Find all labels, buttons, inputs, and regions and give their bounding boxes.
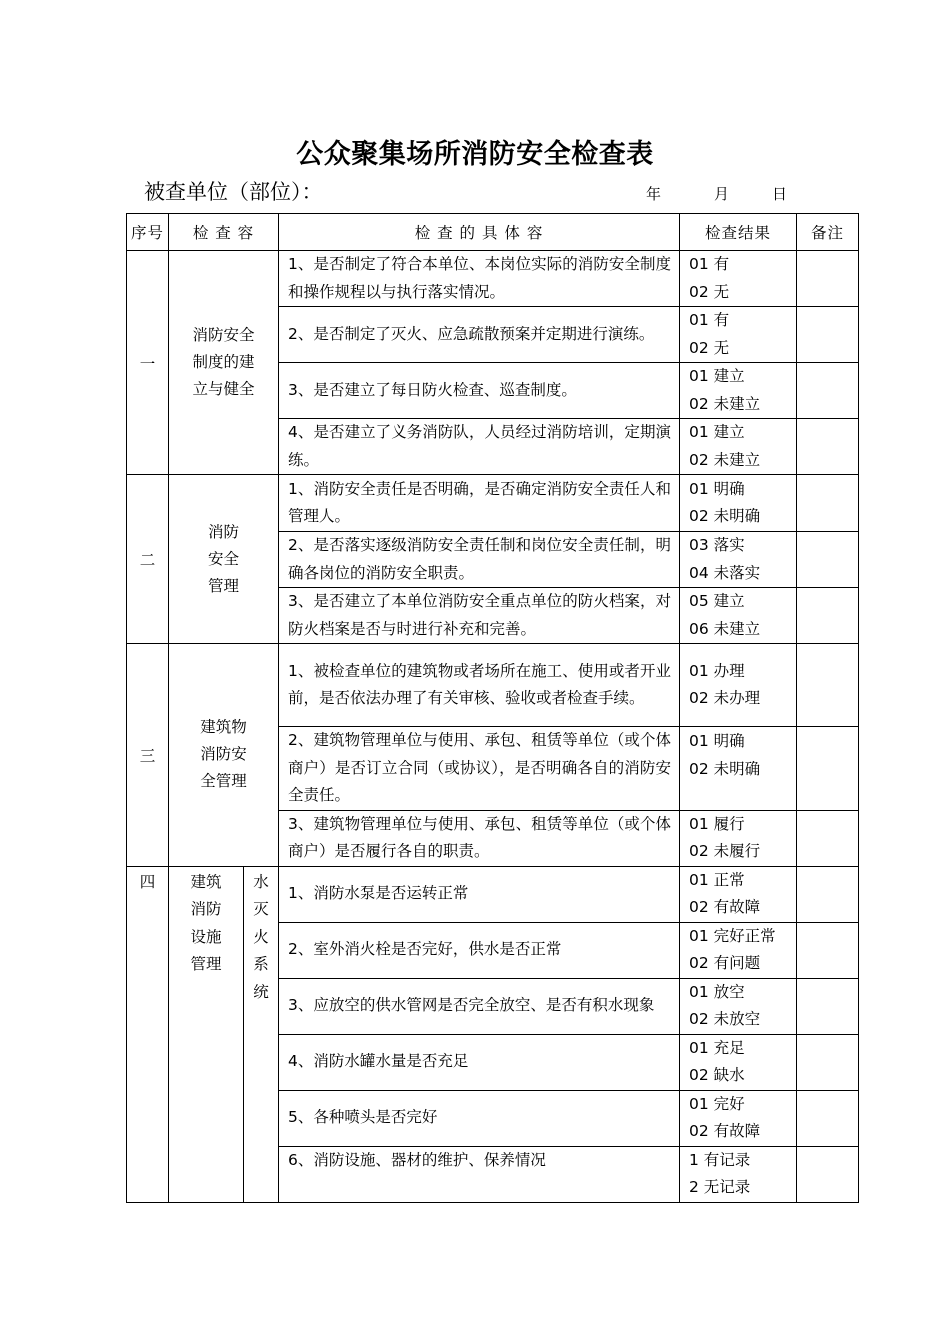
result-options bbox=[680, 644, 797, 727]
subcategory-char: 统 bbox=[253, 982, 269, 1001]
result-options bbox=[680, 866, 797, 922]
note-cell[interactable] bbox=[797, 307, 859, 363]
note-cell[interactable] bbox=[797, 922, 859, 978]
result-option: 2 无记录 bbox=[689, 1178, 751, 1196]
check-item: 3、建筑物管理单位与使用、承包、租赁等单位（或个体商户）是否履行各自的职责。 bbox=[279, 810, 680, 866]
result-option: 02 未履行 bbox=[689, 842, 761, 860]
result-option: 01 履行 bbox=[689, 814, 745, 833]
result-option: 01 建立 bbox=[689, 367, 745, 385]
subcategory-char: 火 bbox=[253, 927, 269, 946]
category-line: 立与健全 bbox=[192, 380, 255, 398]
result-option: 01 完好正常 bbox=[689, 926, 776, 945]
result-option: 01 有 bbox=[689, 255, 730, 273]
section-seq: 四 bbox=[127, 866, 169, 1202]
result-options bbox=[680, 251, 797, 307]
result-options bbox=[680, 532, 797, 588]
page-title: 公众聚集场所消防安全检查表 bbox=[296, 139, 654, 170]
category-line: 建筑 bbox=[190, 872, 222, 891]
note-cell[interactable] bbox=[797, 644, 859, 727]
result-option: 04 未落实 bbox=[689, 563, 761, 582]
subcategory-char: 灭 bbox=[253, 900, 269, 918]
header-content: 检 查 容 bbox=[169, 214, 279, 251]
category-line: 制度的建 bbox=[192, 353, 255, 371]
inspection-table bbox=[126, 213, 859, 1203]
note-cell[interactable] bbox=[797, 419, 859, 475]
inspected-unit-label: 被查单位（部位）： bbox=[144, 180, 323, 204]
result-options bbox=[680, 363, 797, 419]
result-option: 01 完好 bbox=[689, 1094, 745, 1113]
note-cell[interactable] bbox=[797, 588, 859, 644]
category-line: 全管理 bbox=[200, 772, 247, 791]
result-option: 02 缺水 bbox=[689, 1066, 745, 1084]
table-row bbox=[127, 866, 859, 922]
category-line: 消防安 bbox=[200, 745, 247, 764]
table-header-row bbox=[127, 214, 859, 251]
table-row bbox=[127, 251, 859, 307]
note-cell[interactable] bbox=[797, 978, 859, 1034]
result-option: 1 有记录 bbox=[689, 1150, 751, 1169]
section-seq: 二 bbox=[127, 475, 169, 644]
result-options bbox=[680, 978, 797, 1034]
section-seq: 三 bbox=[127, 644, 169, 867]
result-options bbox=[680, 419, 797, 475]
result-options bbox=[680, 922, 797, 978]
result-options bbox=[680, 588, 797, 644]
note-cell[interactable] bbox=[797, 532, 859, 588]
check-item: 6、消防设施、器材的维护、保养情况 bbox=[279, 1146, 680, 1202]
subcategory-char: 水 bbox=[253, 872, 269, 891]
result-option: 01 明确 bbox=[689, 732, 745, 750]
note-cell[interactable] bbox=[797, 727, 859, 811]
result-options bbox=[680, 727, 797, 811]
result-option: 02 未明确 bbox=[689, 759, 761, 778]
category-line: 管理 bbox=[208, 576, 240, 595]
category-line: 消防 bbox=[208, 522, 240, 541]
result-options bbox=[680, 810, 797, 866]
date-day-label: 日 bbox=[772, 185, 788, 203]
result-option: 01 正常 bbox=[689, 870, 745, 889]
result-option: 06 未建立 bbox=[689, 619, 761, 638]
check-item: 3、是否建立了每日防火检查、巡查制度。 bbox=[279, 363, 680, 419]
result-option: 01 建立 bbox=[689, 423, 745, 441]
category-line: 消防安全 bbox=[192, 326, 255, 344]
check-item: 3、应放空的供水管网是否完全放空、是否有积水现象 bbox=[279, 978, 680, 1034]
note-cell[interactable] bbox=[797, 1146, 859, 1202]
result-option: 05 建立 bbox=[689, 592, 745, 610]
result-options bbox=[680, 1090, 797, 1146]
section-category bbox=[169, 644, 279, 867]
header-result: 检查结果 bbox=[680, 214, 797, 251]
category-line: 安全 bbox=[208, 549, 240, 568]
section-category bbox=[169, 475, 279, 644]
table-row bbox=[127, 475, 859, 532]
check-item: 1、消防水泵是否运转正常 bbox=[279, 866, 680, 922]
note-cell[interactable] bbox=[797, 363, 859, 419]
note-cell[interactable] bbox=[797, 475, 859, 532]
check-item: 3、是否建立了本单位消防安全重点单位的防火档案，对防火档案是否与时进行补充和完善。 bbox=[279, 588, 680, 644]
note-cell[interactable] bbox=[797, 810, 859, 866]
section-seq: 一 bbox=[127, 251, 169, 475]
result-option: 02 未放空 bbox=[689, 1010, 761, 1028]
category-line: 设施 bbox=[190, 927, 222, 946]
section-category bbox=[169, 866, 244, 1202]
result-options bbox=[680, 475, 797, 532]
date-month-label: 月 bbox=[714, 185, 730, 203]
note-cell[interactable] bbox=[797, 1034, 859, 1090]
header-detail: 检 查 的 具 体 容 bbox=[279, 214, 680, 251]
result-option: 02 无 bbox=[689, 282, 730, 301]
result-option: 01 充足 bbox=[689, 1038, 745, 1057]
result-option: 01 有 bbox=[689, 311, 730, 329]
table-row bbox=[127, 644, 859, 727]
note-cell[interactable] bbox=[797, 866, 859, 922]
section-category bbox=[169, 251, 279, 475]
result-option: 02 无 bbox=[689, 338, 730, 357]
check-item: 5、各种喷头是否完好 bbox=[279, 1090, 680, 1146]
note-cell[interactable] bbox=[797, 251, 859, 307]
result-option: 02 未办理 bbox=[689, 689, 761, 707]
category-line: 消防 bbox=[190, 900, 222, 918]
result-option: 01 放空 bbox=[689, 982, 745, 1001]
check-item: 2、是否落实逐级消防安全责任制和岗位安全责任制，明确各岗位的消防安全职责。 bbox=[279, 532, 680, 588]
header-seq: 序号 bbox=[127, 214, 169, 251]
section-subcategory bbox=[244, 866, 279, 1202]
category-line: 管理 bbox=[190, 955, 222, 973]
result-options bbox=[680, 1034, 797, 1090]
result-option: 02 有问题 bbox=[689, 954, 761, 972]
check-item: 1、是否制定了符合本单位、本岗位实际的消防安全制度和操作规程以与执行落实情况。 bbox=[279, 251, 680, 307]
check-item: 4、是否建立了义务消防队，人员经过消防培训，定期演练。 bbox=[279, 419, 680, 475]
result-option: 02 有故障 bbox=[689, 898, 761, 916]
result-option: 01 明确 bbox=[689, 479, 745, 498]
category-line: 建筑物 bbox=[200, 718, 247, 737]
result-option: 01 办理 bbox=[689, 661, 745, 680]
check-item: 2、是否制定了灭火、应急疏散预案并定期进行演练。 bbox=[279, 307, 680, 363]
check-item: 2、室外消火栓是否完好，供水是否正常 bbox=[279, 922, 680, 978]
result-option: 02 未建立 bbox=[689, 394, 761, 413]
check-item: 1、消防安全责任是否明确，是否确定消防安全责任人和管理人。 bbox=[279, 475, 680, 532]
header-note: 备注 bbox=[797, 214, 859, 251]
subcategory-char: 系 bbox=[253, 955, 269, 973]
result-option: 03 落实 bbox=[689, 536, 745, 554]
check-item: 1、被检查单位的建筑物或者场所在施工、使用或者开业前，是否依法办理了有关审核、验收或者检查手续。 bbox=[279, 644, 680, 727]
date-year-label: 年 bbox=[646, 185, 662, 203]
result-options bbox=[680, 307, 797, 363]
result-option: 02 有故障 bbox=[689, 1122, 761, 1140]
result-options bbox=[680, 1146, 797, 1202]
note-cell[interactable] bbox=[797, 1090, 859, 1146]
result-option: 02 未明确 bbox=[689, 507, 761, 525]
check-item: 4、消防水罐水量是否充足 bbox=[279, 1034, 680, 1090]
check-item: 2、建筑物管理单位与使用、承包、租赁等单位（或个体商户）是否订立合同（或协议），是否明确各自的消防安全责任。 bbox=[279, 727, 680, 811]
result-option: 02 未建立 bbox=[689, 450, 761, 469]
